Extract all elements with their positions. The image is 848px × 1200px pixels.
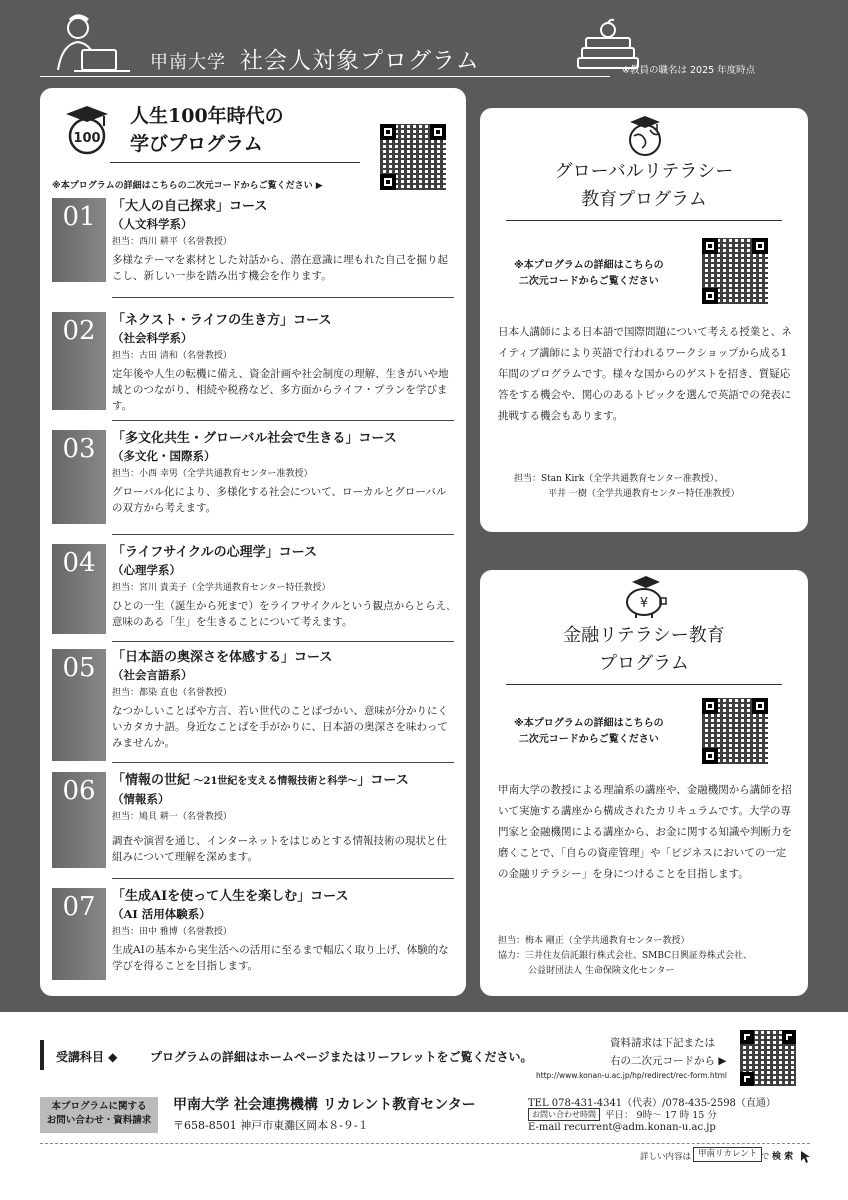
course-number: 01 [52, 198, 106, 282]
course-description: 定年後や人生の転機に備え、資金計画や社会制度の理解、生きがいや地域とのつながり、相続や税務など、多方面からライフ・プランを学びます。 [112, 368, 449, 412]
course-title: 「日本語の奥深さを体感する」コース [112, 650, 333, 665]
global-title-underline [506, 220, 782, 221]
course-05 [52, 649, 454, 761]
course-teacher: 担当：鳩貝 耕一（名誉教授） [112, 812, 232, 822]
course-category: （AI 活用体験系） [112, 907, 211, 921]
left-title-underline [110, 162, 360, 163]
course-number: 06 [52, 772, 106, 868]
course-number: 02 [52, 312, 106, 410]
page-title: 甲南大学 社会人対象プログラム [150, 48, 480, 74]
global-staff-2: 平井 一樹（全学共通教育センター特任准教授） [548, 489, 740, 499]
svg-text:¥: ¥ [639, 596, 649, 611]
course-category: （社会科学系） [112, 331, 193, 345]
course-title: 「ネクスト・ライフの生き方」コース [112, 313, 332, 328]
course-01 [52, 198, 454, 282]
course-divider [112, 762, 454, 763]
global-qr-code[interactable] [702, 238, 768, 304]
finance-staff-1: 担当：梅本 剛正（全学共通教育センター教授） [498, 936, 690, 946]
left-qr-code[interactable] [380, 124, 446, 190]
course-03 [52, 430, 454, 524]
course-teacher: 担当：古田 清和（名誉教授） [112, 351, 232, 361]
course-description: グローバル化により、多様化する社会について、ローカルとグローバルの双方から考えます。 [112, 486, 447, 514]
course-number: 05 [52, 649, 106, 761]
course-description: 調査や演習を通じ、インターネットをはじめとする情報技術の現状と仕組みについて理解を深めます。 [112, 835, 448, 863]
course-title: 「多文化共生・グローバル社会で生きる」コース [112, 431, 397, 446]
course-description: ひとの一生（誕生から死まで）をライフサイクルという観点からとらえ､意味のある「生」を生きることについて考えます。 [112, 600, 452, 628]
course-04 [52, 544, 454, 634]
header-note: ※教員の職名は 2025 年度時点 [622, 65, 756, 76]
telephone: TEL 078-431-4341（代表）/078-435-2598（直通） [528, 1098, 776, 1109]
course-divider [112, 297, 454, 298]
finance-title: 金融リテラシー教育 プログラム [563, 625, 725, 674]
left-panel-title: 人生100年時代の 学びプログラム [130, 105, 284, 155]
finance-title-underline [506, 684, 782, 685]
subject-row [40, 1036, 810, 1076]
course-title: 「生成AIを使って人生を楽しむ」コース [112, 889, 349, 904]
course-divider [112, 641, 454, 642]
course-description: 多様なテーマを素材とした対話から、潜在意識に埋もれた自己を掘り起こし、新しい一歩を踏み出す機会を作ります。 [112, 254, 448, 282]
icon-label: 100 [73, 131, 101, 146]
course-category: （社会言語系） [112, 668, 193, 682]
search-connector: で [761, 1152, 770, 1162]
student-laptop-icon [42, 10, 142, 76]
course-category: （心理学系） [112, 563, 181, 577]
subject-label: 受講科目 ◆ [56, 1050, 118, 1064]
request-qr-code[interactable] [740, 1030, 796, 1086]
globe-cap-icon [620, 114, 670, 158]
course-category: （人文科学系） [112, 217, 193, 231]
course-06 [52, 772, 454, 868]
finance-cooperation-2: 公益財団法人 生命保険文化センター [528, 966, 675, 976]
search-prefix: 詳しい内容は [640, 1152, 692, 1162]
global-qr-note: ※本プログラムの詳細はこちらの 二次元コードからご覧ください [514, 260, 664, 287]
financial-literacy-panel [480, 570, 808, 996]
finance-qr-code[interactable] [702, 698, 768, 764]
course-teacher: 担当：田中 雅博（名誉教授） [112, 927, 232, 937]
subject-text: プログラムの詳細はホームページまたはリーフレットをご覧ください。 [150, 1050, 533, 1064]
course-description: なつかしいことばや方言、若い世代のことばづかい、意味が分かりにくいカタカナ語。身近なことばを手がかりに、日本語の奥深さを味わってみませんか。 [112, 705, 448, 749]
course-divider [112, 878, 454, 879]
course-category: （情報系） [112, 792, 170, 806]
course-title: 「情報の世紀 ～21世紀を支える情報技術と科学～」コース [112, 773, 409, 788]
course-title: 「ライフサイクルの心理学」コース [112, 545, 318, 560]
finance-cooperation: 協力：三井住友信託銀行株式会社、SMBC日興証券株式会社、 [498, 951, 753, 961]
global-description: 日本人講師による日本語で国際問題について考える授業と、ネイティブ講師により英語で行われるワークショップから成る1年間のプログラムです。様々な国からのゲストを招き、質疑応答をする機会や、関心のあるトピックを選んで英語での発表に挑戦する機会もあります。 [498, 326, 792, 422]
hours-label: お問い合わせ時間 [528, 1108, 600, 1121]
hours: 平日： 9時～ 17 時 15 分 [605, 1110, 717, 1121]
course-teacher: 担当：都染 直也（名誉教授） [112, 688, 232, 698]
course-02 [52, 312, 454, 410]
course-07 [52, 888, 454, 980]
finance-description: 甲南大学の教授による理論系の講座や、金融機関から講師を招いて実施する講座から構成されたカリキュラムです。大学の専門家と金融機関による講座から、お金に関する知識や判断力を磨くことで、「自らの資産管理」や「ビジネスにおいての一定の金融リテラシー」を身につけることを目指します。 [498, 784, 792, 880]
global-literacy-panel [480, 108, 808, 532]
course-category: （多文化・国際系） [112, 449, 216, 463]
request-text: 資料請求は下記または 右の二次元コードから ▶ [610, 1037, 727, 1067]
request-url[interactable]: http://www.konan-u.ac.jp/hp/redirect/rec-form.html [536, 1071, 728, 1080]
cursor-icon [800, 1150, 812, 1164]
center-address: 〒658-8501 神戸市東灘区岡本８-９-１ [173, 1119, 369, 1132]
global-staff-1: 担当：Stan Kirk（全学共通教育センター准教授）、 [514, 474, 724, 484]
header-divider [40, 76, 610, 77]
global-title: グローバルリテラシー 教育プログラム [554, 161, 734, 210]
course-number: 04 [52, 544, 106, 634]
email[interactable]: E-mail recurrent@adm.konan-u.ac.jp [528, 1122, 716, 1133]
piggy-bank-icon [618, 574, 674, 620]
lifelong-learning-panel [40, 88, 466, 996]
graduation-cap-100-icon [60, 104, 114, 156]
course-number: 07 [52, 888, 106, 980]
search-button[interactable]: 検 索 [772, 1152, 794, 1162]
course-teacher: 担当：西川 耕平（名誉教授） [112, 237, 232, 247]
course-divider [112, 534, 454, 535]
course-teacher: 担当：宮川 貴美子（全学共通教育センター特任教授） [112, 583, 331, 593]
left-qr-note: ※本プログラムの詳細はこちらの二次元コードからご覧ください ▶ [52, 181, 323, 191]
accent-bar [40, 1040, 44, 1070]
center-name: 甲南大学 社会連携機構 リカレント教育センター [173, 1097, 476, 1113]
course-title: 「大人の自己探求」コース [112, 199, 268, 214]
search-term-box[interactable]: 甲南リカレント [693, 1147, 762, 1162]
course-teacher: 担当：小西 幸男（全学共通教育センター准教授） [112, 469, 313, 479]
contact-label: 本プログラムに関する お問い合わせ・資料請求 [40, 1097, 158, 1133]
course-number: 03 [52, 430, 106, 524]
course-description: 生成AIの基本から実生活への活用に至るまで幅広く取り上げ、体験的な学びを得ることを目指します。 [112, 944, 449, 972]
finance-qr-note: ※本プログラムの詳細はこちらの 二次元コードからご覧ください [514, 718, 664, 745]
footer-divider [40, 1143, 810, 1144]
course-divider [112, 420, 454, 421]
